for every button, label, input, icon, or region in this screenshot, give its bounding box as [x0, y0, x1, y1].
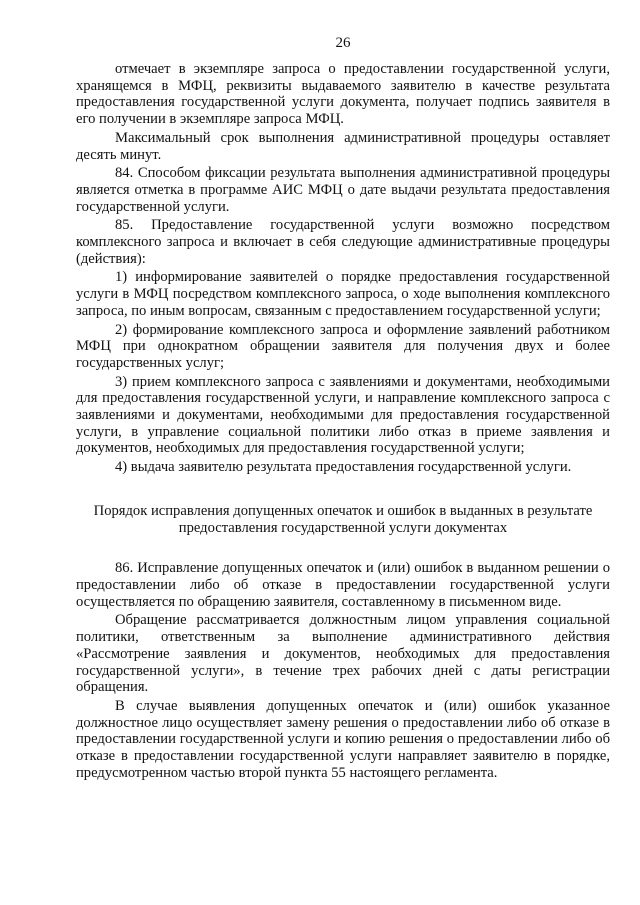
paragraph-appeal-review: Обращение рассматривается должностным лицом управления социальной политики, ответственным за выполнение административного действия «Рассмотрение заявления и документов, необходимых для предоставления государственной услуги», в течение трех рабочих дней с даты регистрации обращения.	[76, 612, 610, 696]
paragraph-error-correction: В случае выявления допущенных опечаток и (или) ошибок указанное должностное лицо осуществляет замену решения о предоставлении либо об отказе в предоставлении государственной услуги и копию решения о предоставлении либо об отказе в предоставлении государственной услуги направляет заявителю в порядке, предусмотренном частью второй пункта 55 настоящего регламента.	[76, 697, 610, 781]
document-page	[76, 34, 610, 781]
page-number: 26	[335, 35, 351, 51]
list-item-2: 2) формирование комплексного запроса и оформление заявлений работником МФЦ при однократном обращении заявителя для получения двух и более государственных услуг;	[76, 321, 610, 371]
list-item-1: 1) информирование заявителей о порядке предоставления государственной услуги в МФЦ посредством комплексного запроса, о ходе выполнения комплексного запроса, по иным вопросам, связанным с предоставлением государственной услуги;	[76, 269, 610, 319]
section-heading: Порядок исправления допущенных опечаток и ошибок в выданных в результате предоставления государственной услуги документах	[93, 502, 593, 536]
paragraph-mfc-record: отмечает в экземпляре запроса о предоставлении государственной услуги, хранящемся в МФЦ, реквизиты выдаваемого заявителю в качестве результата предоставления государственной услуги документа, получает подпись заявителя в его получении в экземпляре запроса МФЦ.	[76, 61, 610, 128]
paragraph-85: 85. Предоставление государственной услуги возможно посредством комплексного запроса и включает в себя следующие административные процедуры (действия):	[76, 217, 610, 267]
list-item-3: 3) прием комплексного запроса с заявлениями и документами, необходимыми для предоставления государственной услуги, и направление комплексного запроса с заявлениями и документами, необходимыми для предоставления государственной услуги, в управление социальной политики либо отказ в приеме заявления и документов, необходимых для предоставления государственной услуги;	[76, 373, 610, 457]
list-item-4: 4) выдача заявителю результата предоставления государственной услуги.	[115, 459, 572, 476]
paragraph-max-time: Максимальный срок выполнения административной процедуры оставляет десять минут.	[76, 129, 610, 163]
paragraph-84: 84. Способом фиксации результата выполнения административной процедуры является отметка в программе АИС МФЦ о дате выдачи результата предоставления государственной услуги.	[76, 165, 610, 215]
paragraph-86: 86. Исправление допущенных опечаток и (или) ошибок в выданном решении о предоставлении либо об отказе в предоставлении государственной услуги осуществляется по обращению заявителя, составленному в письменном виде.	[76, 560, 610, 610]
